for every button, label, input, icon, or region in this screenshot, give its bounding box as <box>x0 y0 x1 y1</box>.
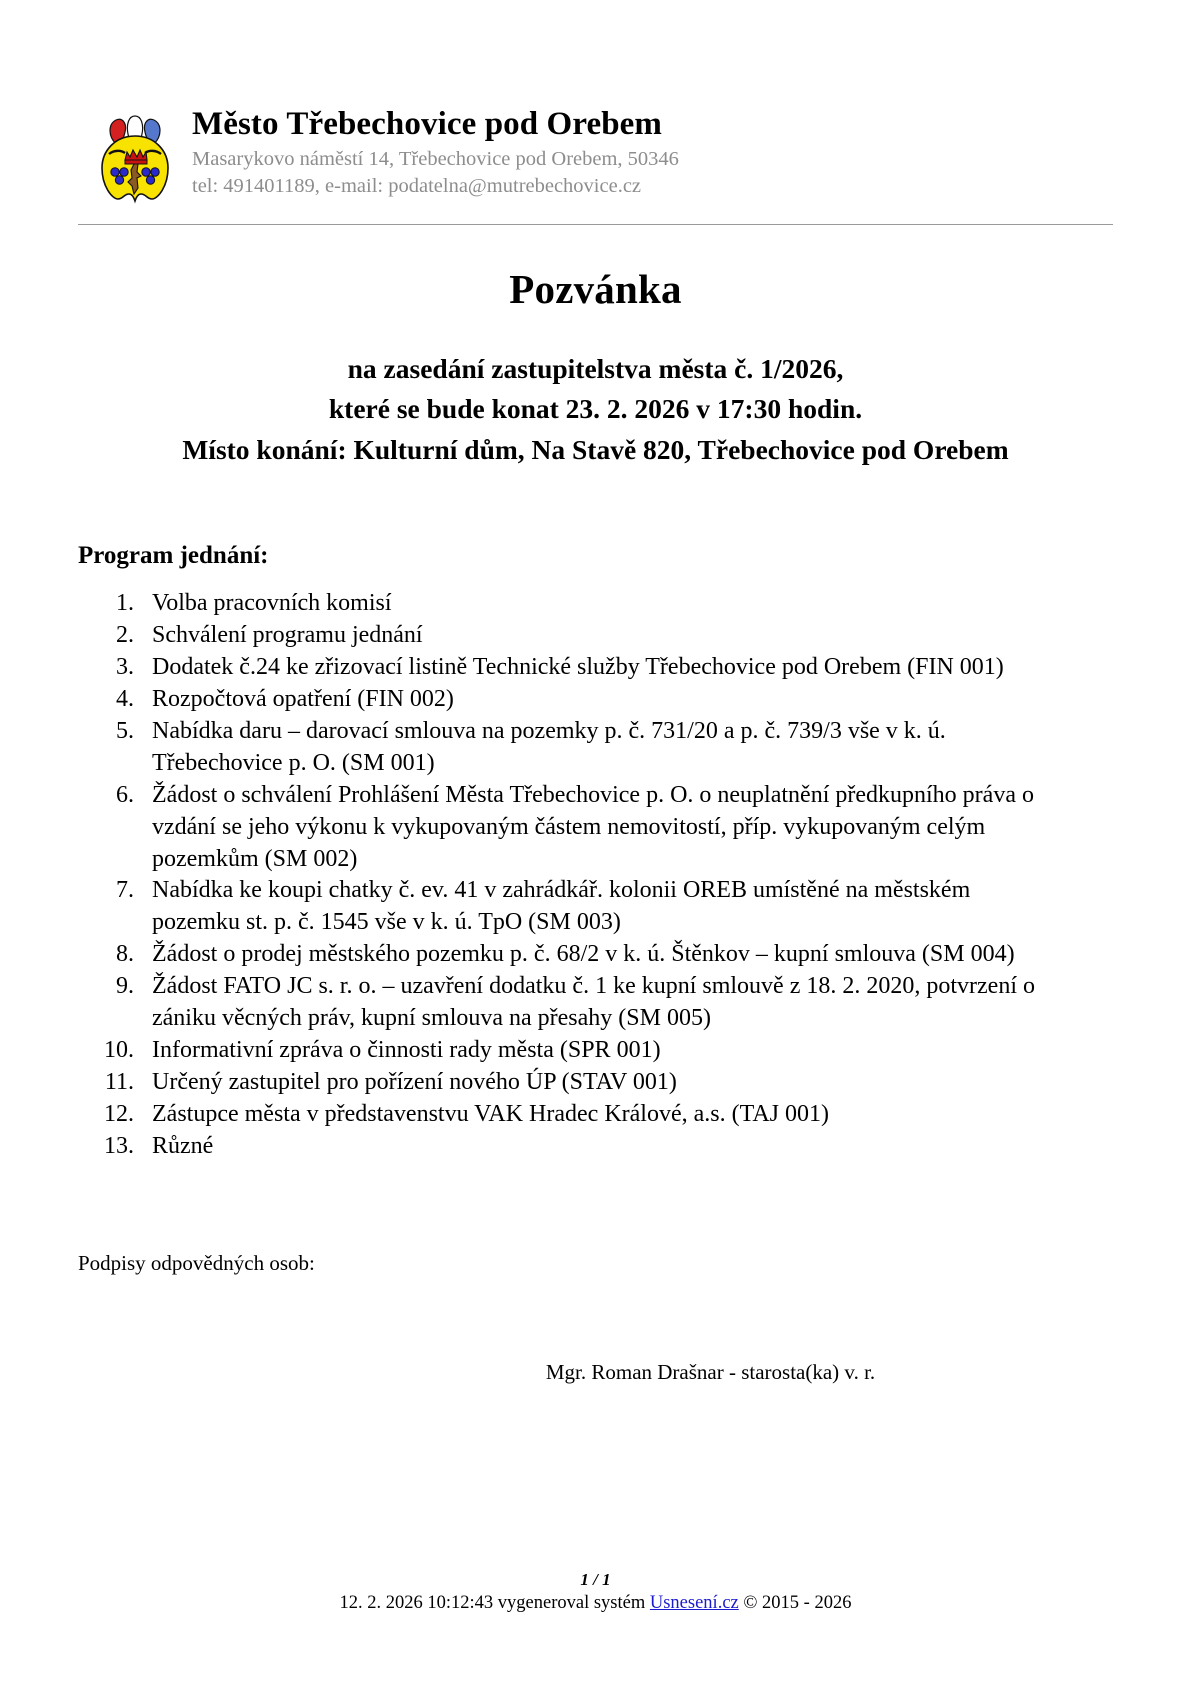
agenda-item: 1. Volba pracovních komisí <box>140 588 1060 620</box>
agenda-item: 7. Nabídka ke koupi chatky č. ev. 41 v zahrádkář. kolonii OREB umístěné na městském pozemku st. p. č. 1545 vše v k. ú. TpO (SM 003) <box>140 875 1060 939</box>
generated-prefix: 12. 2. 2026 10:12:43 vygeneroval systém <box>339 1593 650 1613</box>
agenda-item: 2. Schválení programu jednání <box>140 620 1060 652</box>
org-info <box>192 100 679 200</box>
usneseni-link[interactable]: Usnesení.cz <box>649 1593 739 1613</box>
coat-of-arms-icon <box>96 102 174 206</box>
agenda-item: 13. Různé <box>140 1131 1060 1163</box>
org-contact: tel: 491401189, e-mail: podatelna@mutrebechovice.cz <box>192 175 642 197</box>
agenda-item: 6. Žádost o schválení Prohlášení Města Třebechovice p. O. o neuplatnění předkupního práva o vzdání se jeho výkonu k vykupovaným částem nemovitostí, příp. vykupovaným celým pozemkům (SM 002) <box>140 780 1060 876</box>
page-number: 1 / 1 <box>580 1570 611 1589</box>
generated-suffix: © 2015 - 2026 <box>738 1593 852 1613</box>
agenda-item: 4. Rozpočtová opatření (FIN 002) <box>140 684 1060 716</box>
header-divider <box>78 224 1113 225</box>
signatures-label: Podpisy odpovědných osob: <box>78 1250 315 1275</box>
org-address: Masarykovo náměstí 14, Třebechovice pod Orebem, 50346 <box>192 147 679 170</box>
agenda-item: 10. Informativní zpráva o činnosti rady města (SPR 001) <box>140 1035 1060 1067</box>
agenda-item: 3. Dodatek č.24 ke zřizovací listině Technické služby Třebechovice pod Orebem (FIN 001) <box>140 652 1060 684</box>
org-name: Město Třebechovice pod Orebem <box>192 106 663 142</box>
letterhead <box>78 0 1113 206</box>
agenda-list <box>78 588 1060 1162</box>
signer-name: Mgr. Roman Drašnar - starosta(ka) v. r. <box>545 1359 876 1384</box>
agenda-item: 9. Žádost FATO JC s. r. o. – uzavření dodatku č. 1 ke kupní smlouvě z 18. 2. 2020, potvrzení o zániku věcných práv, kupní smlouva na přesahy (SM 005) <box>140 971 1060 1035</box>
page-footer <box>0 1570 1191 1614</box>
agenda-item: 12. Zástupce města v představenstvu VAK Hradec Králové, a.s. (TAJ 001) <box>140 1099 1060 1131</box>
agenda-item: 11. Určený zastupitel pro pořízení nového ÚP (STAV 001) <box>140 1067 1060 1099</box>
agenda-item: 8. Žádost o prodej městského pozemku p. č. 68/2 v k. ú. Štěnkov – kupní smlouva (SM 004) <box>140 939 1060 971</box>
generated-line <box>0 1593 1191 1614</box>
agenda-item: 5. Nabídka daru – darovací smlouva na pozemky p. č. 731/20 a p. č. 739/3 vše v k. ú. Třebechovice p. O. (SM 001) <box>140 716 1060 780</box>
document-subtitle: na zasedání zastupitelstva města č. 1/2026, které se bude konat 23. 2. 2026 v 17:30 hodin. Místo konání: Kulturní dům, Na Stavě 820, Třebechovice pod Orebem <box>182 353 1009 465</box>
page-title: Pozvánka <box>509 266 682 312</box>
program-heading: Program jednání: <box>78 542 269 570</box>
